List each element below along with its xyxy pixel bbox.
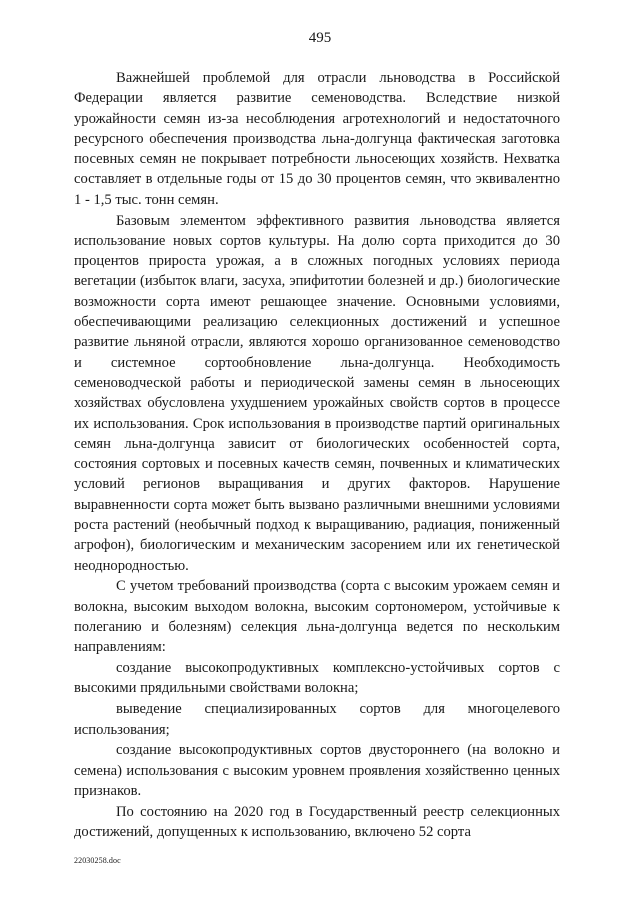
- page-number: 495: [308, 30, 332, 46]
- footer-file-name: 22030258.doc: [74, 856, 121, 865]
- list-item-direction-2: выведение специализированных сортов для многоцелевого использования;: [74, 701, 560, 738]
- paragraph-1: Важнейшей проблемой для отрасли льноводства в Российской Федерации является развитие семеноводства. Вследствие низкой урожайности семян из-за несоблюдения агротехнологий и недостаточного ресурсного обеспечения производства льна-долгунца фактическая заготовка посевных семян не покрывает потребности льносеющих хозяйств. Нехватка составляет в отдельные годы от 15 до 30 процентов семян, что эквивалентно 1 - 1,5 тыс. тонн семян.: [74, 70, 560, 208]
- document-body: [74, 68, 560, 843]
- paragraph-last: По состоянию на 2020 год в Государственный реестр селекционных достижений, допущенных к использованию, включено 52 сорта: [74, 803, 560, 840]
- paragraph-2: Базовым элементом эффективного развития льноводства является использование новых сортов культуры. На долю сорта приходится до 30 процентов прироста урожая, а в сложных погодных условиях периода вегетации (избыток влаги, засуха, эпифитотии болезней и др.) биологические возможности сорта имеют решающее значение. Основными условиями, обеспечивающими реализацию селекционных достижений и успешное развитие льняной отрасли, являются хорошо организованное семеноводство и системное сортообновление льна-долгунца. Необходимость семеноводческой работы и периодической замены семян в льносеющих хозяйствах обусловлена ухудшением урожайных свойств сортов в процессе их использования. Срок использования в производстве партий оригинальных семян льна-долгунца зависит от биологических особенностей сорта, состояния сортовых и посевных качеств семян, почвенных и климатических условий регионов выращивания и других факторов. Нарушение выравненности сорта может быть вызвано различными внешними условиями роста растений (необычный подход к выращиванию, радиация, пониженный агрофон), биологическим и механическим засорением или их генетической неоднородностью.: [74, 212, 560, 574]
- paragraph-3: С учетом требований производства (сорта с высоким урожаем семян и волокна, высоким выходом волокна, высоким сортономером, устойчивые к полеганию и болезням) селекция льна-долгунца ведется по нескольким направлениям:: [74, 578, 560, 656]
- list-item-direction-3: создание высокопродуктивных сортов двустороннего (на волокно и семена) использования с высоким уровнем проявления хозяйственно ценных признаков.: [74, 742, 560, 799]
- list-item-direction-1: создание высокопродуктивных комплексно-устойчивых сортов с высокими прядильными свойствами волокна;: [74, 660, 560, 697]
